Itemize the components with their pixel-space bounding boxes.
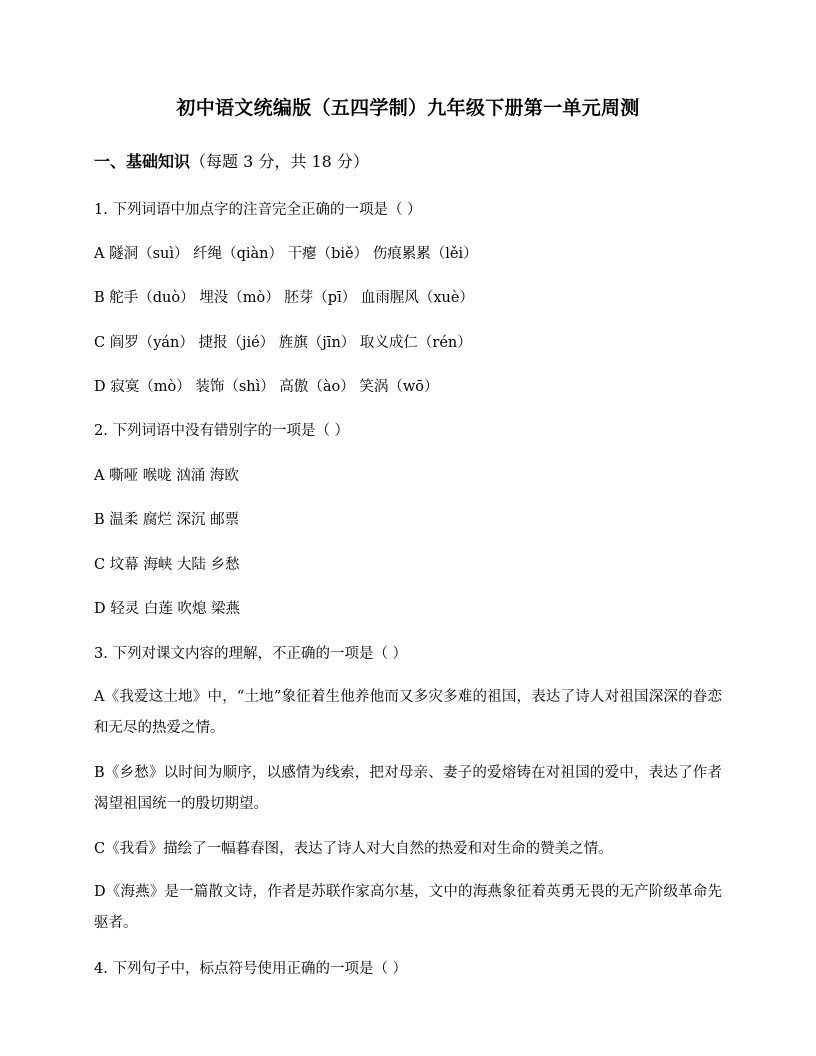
- question-1-option-d: D 寂寞（mò） 装饰（shì） 高傲（ào） 笑涡（wō）: [94, 379, 439, 395]
- question-1-option-a: A 隧洞（suì） 纤绳（qiàn） 干瘪（biě） 伤痕累累（lěi）: [94, 246, 478, 262]
- question-2-stem: 2. 下列词语中没有错别字的一项是（ ）: [94, 423, 350, 439]
- question-3-option-d: D《海燕》是一篇散文诗，作者是苏联作家高尔基，文中的海燕象征着英勇无畏的无产阶级革命先驱者。: [94, 884, 722, 931]
- section-score-note: （每题 3 分，共 18 分）: [190, 152, 369, 171]
- question-2-option-d: D 轻灵 白莲 吹熄 梁燕: [94, 601, 241, 617]
- section-label: 一、基础知识: [94, 152, 191, 171]
- question-2-option-c: C 坟幕 海峡 大陆 乡愁: [94, 557, 240, 573]
- question-3-option-c: C《我看》描绘了一幅暮春图，表达了诗人对大自然的热爱和对生命的赞美之情。: [94, 841, 613, 857]
- question-1-stem: 1. 下列词语中加点字的注音完全正确的一项是（ ）: [94, 202, 422, 218]
- question-3-option-a: A《我爱这土地》中，“土地”象征着生他养他而又多灾多难的祖国，表达了诗人对祖国深深的眷恋和无尽的热爱之情。: [94, 689, 722, 736]
- question-2-option-b: B 温柔 腐烂 深沉 邮票: [94, 512, 240, 528]
- question-4-stem: 4. 下列句子中，标点符号使用正确的一项是（ ）: [94, 961, 408, 977]
- question-2-option-a: A 嘶哑 喉咙 汹涌 海欧: [94, 468, 239, 484]
- question-3-stem: 3. 下列对课文内容的理解，不正确的一项是（ ）: [94, 646, 408, 662]
- question-1-option-b: B 舵手（duò） 埋没（mò） 胚芽（pī） 血雨腥风（xuè）: [94, 290, 474, 306]
- question-3-option-b: B《乡愁》以时间为顺序，以感情为线索，把对母亲、妻子的爱熔铸在对祖国的爱中，表达了作者渴望祖国统一的殷切期望。: [94, 765, 722, 812]
- page-title: 初中语文统编版（五四学制）九年级下册第一单元周测: [176, 97, 640, 119]
- question-1-option-c: C 阎罗（yán） 捷报（jié） 旌旗（jīn） 取义成仁（rén）: [94, 335, 472, 351]
- section-heading: [94, 150, 369, 174]
